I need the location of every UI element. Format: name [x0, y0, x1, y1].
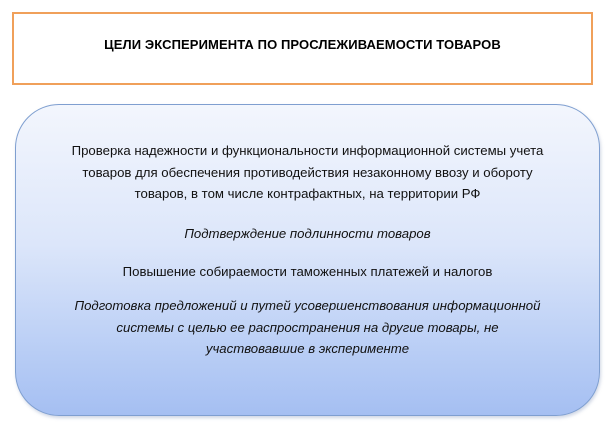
goal-line: товаров, в том числе контрафактных, на территории РФ	[134, 186, 481, 201]
header-title: ЦЕЛИ ЭКСПЕРИМЕНТА ПО ПРОСЛЕЖИВАЕМОСТИ ТОВАРОВ	[104, 37, 501, 52]
goal-line: Подготовка предложений и путей усовершенствования информационной	[74, 298, 541, 313]
goals-box	[15, 104, 600, 416]
goal-line: товаров для обеспечения противодействия незаконному ввозу и обороту	[82, 164, 533, 180]
goal-line: участвовавшие в эксперименте	[205, 341, 410, 356]
goal-authenticity	[26, 223, 589, 245]
goal-system-improvement	[26, 295, 589, 360]
goal-line: Проверка надежности и функциональности информационной системы учета	[71, 143, 544, 158]
goal-line: системы с целью ее распространения на другие товары, не	[116, 319, 499, 335]
header-box	[12, 12, 593, 85]
goal-reliability-check	[26, 140, 589, 205]
goal-line: Подтверждение подлинности товаров	[184, 226, 431, 241]
goal-line: Повышение собираемости таможенных платежей и налогов	[122, 264, 493, 279]
goal-customs-collection	[26, 261, 589, 283]
